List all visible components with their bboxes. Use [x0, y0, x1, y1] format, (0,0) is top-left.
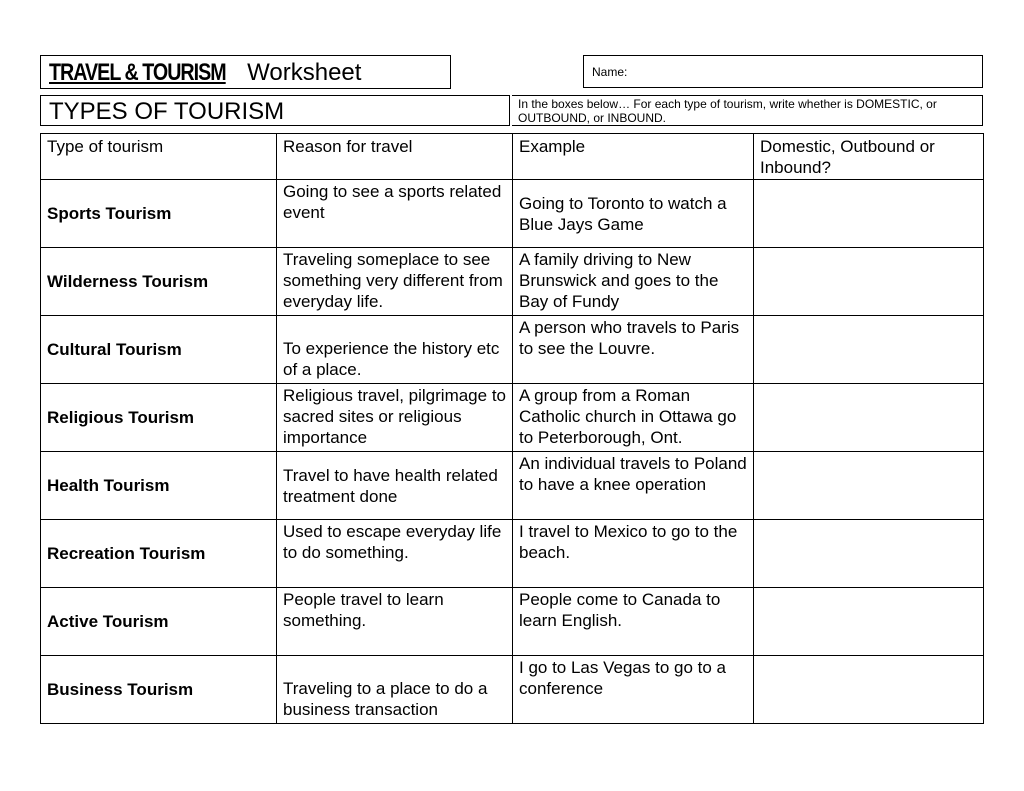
answer-cell[interactable]: [754, 180, 984, 248]
example-cell: A family driving to New Brunswick and goes to the Bay of Fundy: [513, 248, 754, 316]
reason-cell: Traveling to a place to do a business transaction: [277, 656, 513, 724]
reason-cell: To experience the history etc of a place.: [277, 316, 513, 384]
reason-cell: Traveling someplace to see something very different from everyday life.: [277, 248, 513, 316]
column-header-example: Example: [513, 134, 754, 180]
type-cell: Active Tourism: [41, 588, 277, 656]
title-normal: Worksheet: [247, 59, 362, 86]
example-cell: I go to Las Vegas to go to a conference: [513, 656, 754, 724]
column-header-type: Type of tourism: [41, 134, 277, 180]
type-cell: Cultural Tourism: [41, 316, 277, 384]
table-header-row: [41, 134, 984, 180]
type-cell: Sports Tourism: [41, 180, 277, 248]
type-cell: Recreation Tourism: [41, 520, 277, 588]
table-row: [41, 384, 984, 452]
reason-cell: Used to escape everyday life to do something.: [277, 520, 513, 588]
answer-cell[interactable]: [754, 248, 984, 316]
type-cell: Wilderness Tourism: [41, 248, 277, 316]
type-cell: Health Tourism: [41, 452, 277, 520]
example-cell: Going to Toronto to watch a Blue Jays Game: [513, 180, 754, 248]
type-cell: Religious Tourism: [41, 384, 277, 452]
answer-cell[interactable]: [754, 656, 984, 724]
table-row: [41, 656, 984, 724]
column-header-answer: Domestic, Outbound or Inbound?: [754, 134, 984, 180]
example-cell: A group from a Roman Catholic church in Ottawa go to Peterborough, Ont.: [513, 384, 754, 452]
tourism-table: [40, 133, 984, 724]
section-title-box: [40, 95, 510, 126]
instructions-text: In the boxes below… For each type of tourism, write whether is DOMESTIC, or OUTBOUND, or INBOUND.: [518, 97, 937, 125]
reason-cell: Travel to have health related treatment done: [277, 452, 513, 520]
column-header-reason: Reason for travel: [277, 134, 513, 180]
table-row: [41, 520, 984, 588]
reason-cell: People travel to learn something.: [277, 588, 513, 656]
example-cell: I travel to Mexico to go to the beach.: [513, 520, 754, 588]
type-cell: Business Tourism: [41, 656, 277, 724]
reason-cell: Religious travel, pilgrimage to sacred sites or religious importance: [277, 384, 513, 452]
instructions-box: [512, 95, 983, 126]
example-cell: A person who travels to Paris to see the Louvre.: [513, 316, 754, 384]
answer-cell[interactable]: [754, 316, 984, 384]
table-row: [41, 588, 984, 656]
answer-cell[interactable]: [754, 384, 984, 452]
worksheet-title-box: [40, 55, 451, 89]
worksheet-title: [49, 59, 361, 87]
table-row: [41, 316, 984, 384]
table-row: [41, 248, 984, 316]
reason-cell: Going to see a sports related event: [277, 180, 513, 248]
name-field[interactable]: [583, 55, 983, 88]
title-bold: TRAVEL & TOURISM: [49, 59, 226, 86]
answer-cell[interactable]: [754, 520, 984, 588]
table-row: [41, 180, 984, 248]
table-row: [41, 452, 984, 520]
answer-cell[interactable]: [754, 452, 984, 520]
example-cell: People come to Canada to learn English.: [513, 588, 754, 656]
answer-cell[interactable]: [754, 588, 984, 656]
name-label: Name:: [592, 65, 628, 79]
section-title: TYPES OF TOURISM: [49, 98, 285, 125]
example-cell: An individual travels to Poland to have a knee operation: [513, 452, 754, 520]
